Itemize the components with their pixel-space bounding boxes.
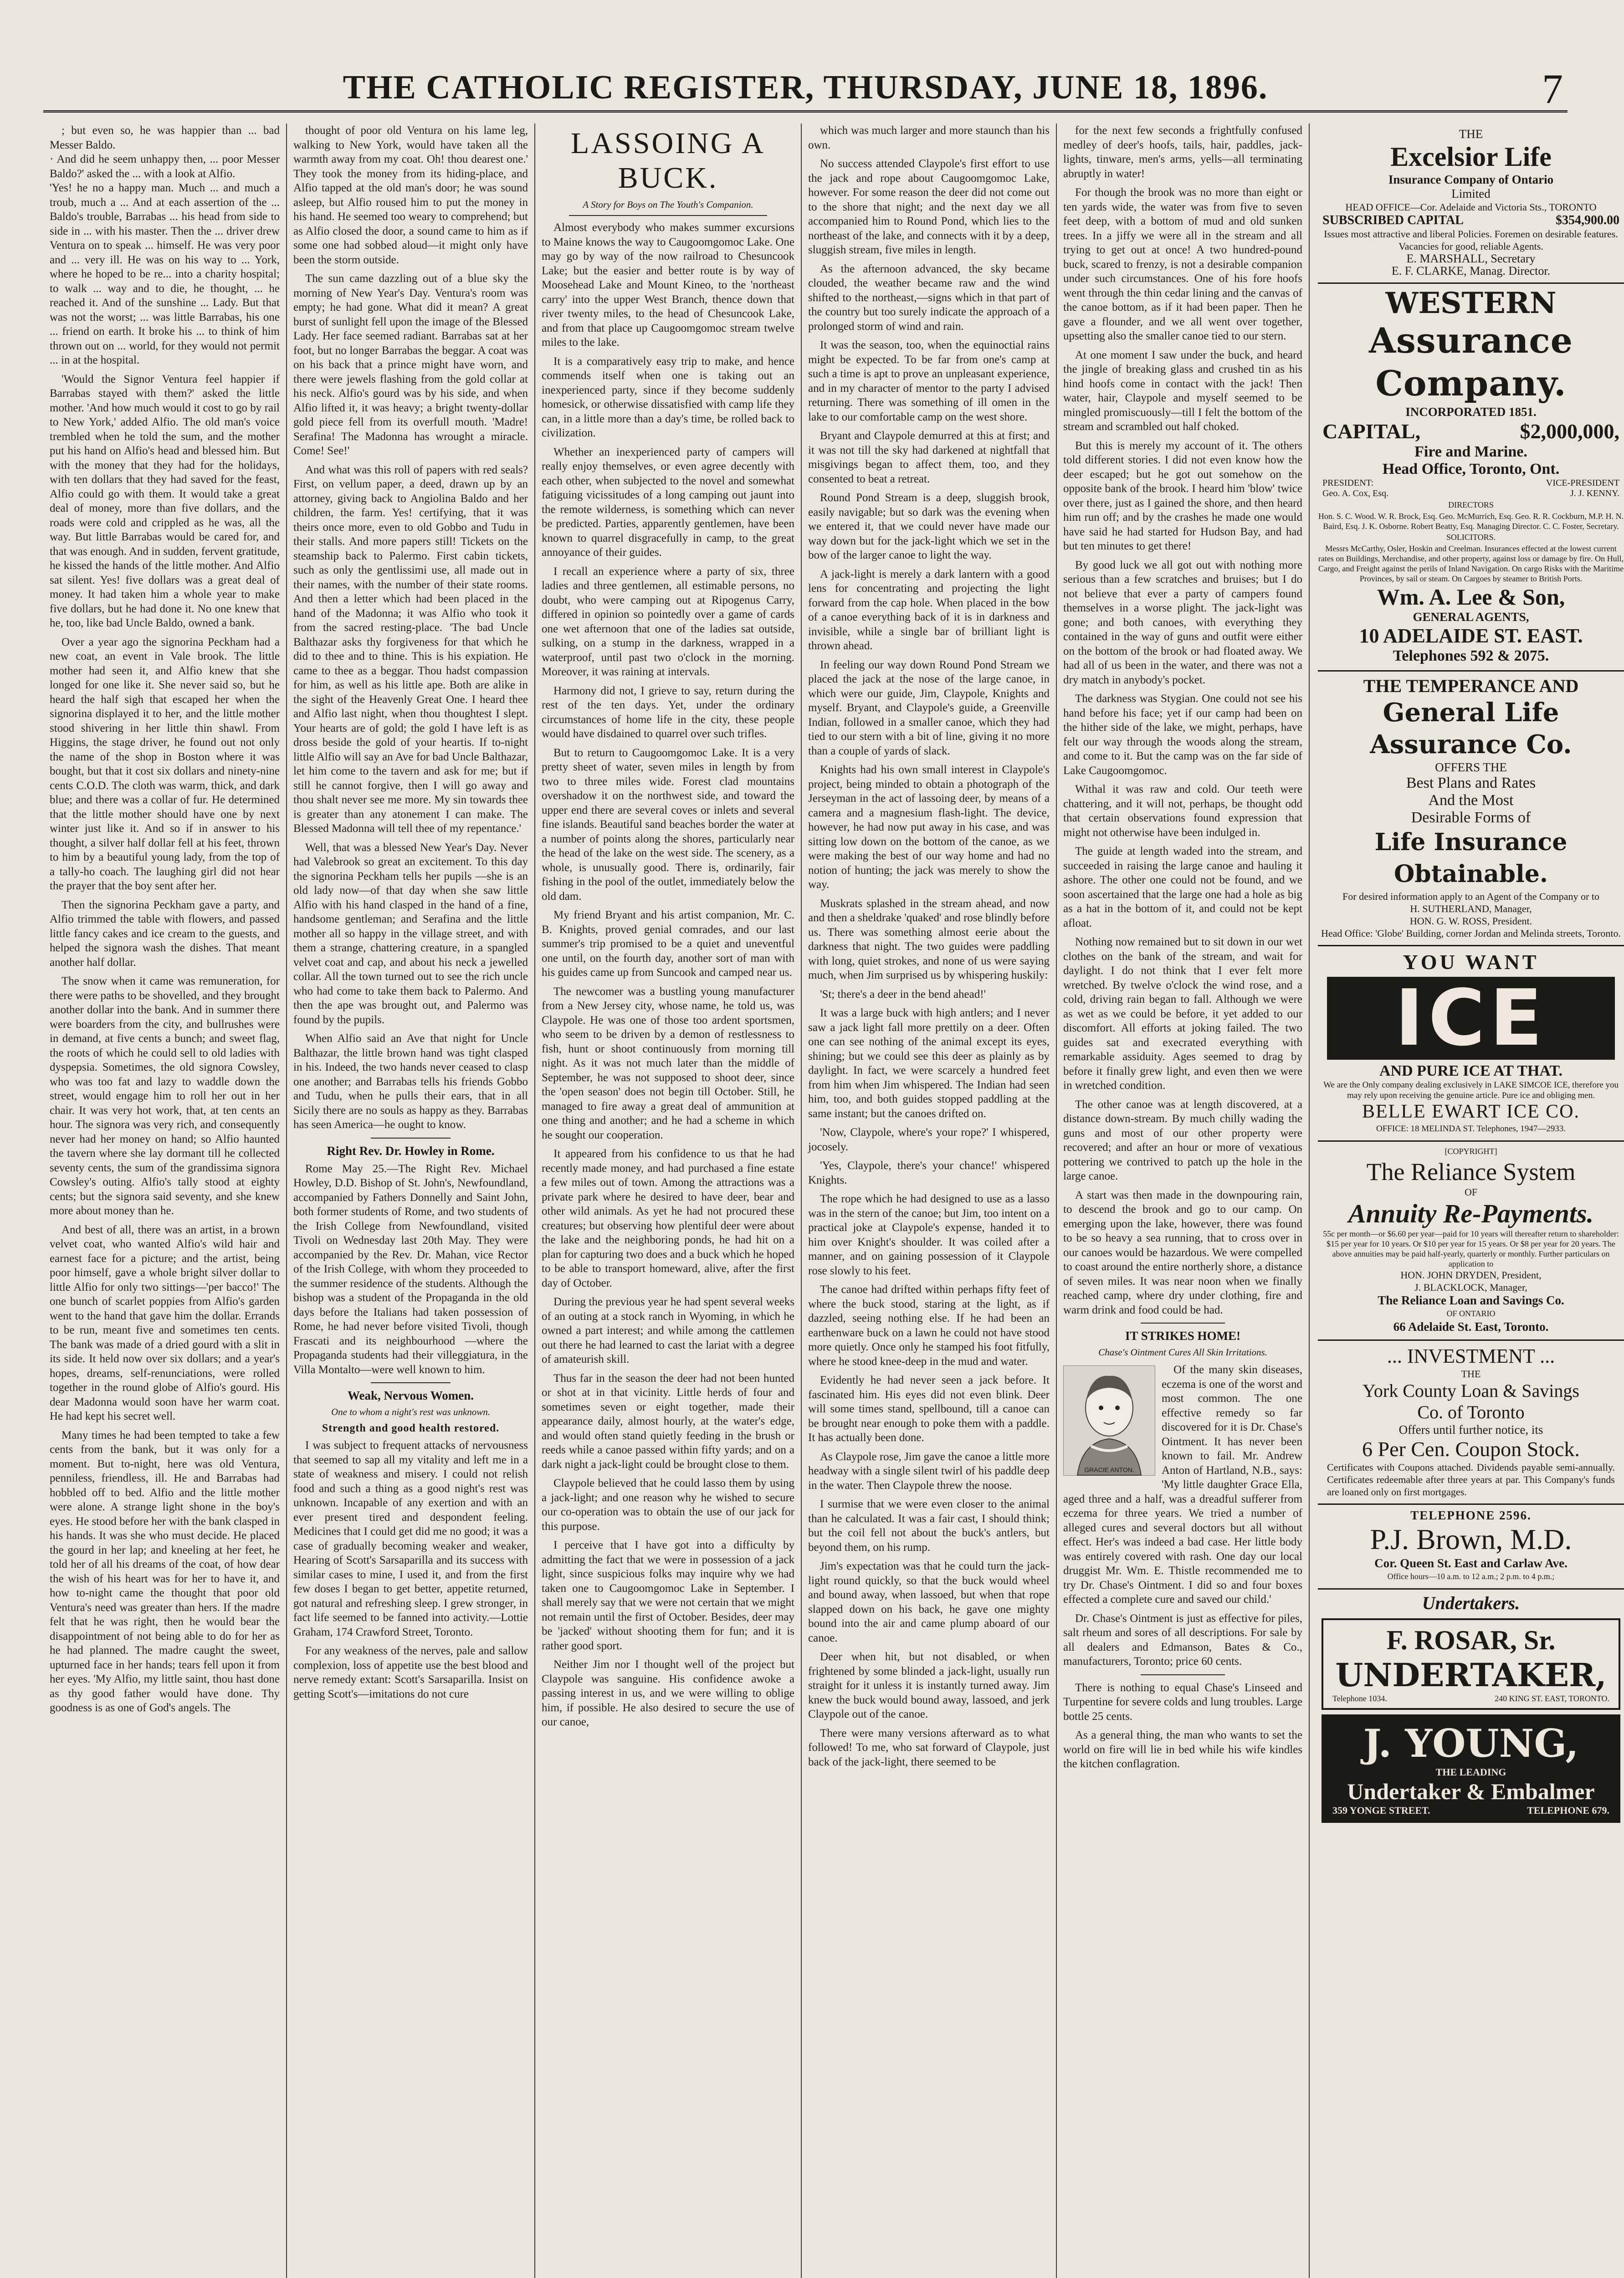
paragraph: Nothing now remained but to sit down in our wet clothes on the bank of the stream, and wait for daylight. I do not think that I ever felt more wretched. By twelve o'clock the wind rose, and a cold, driving rain began to fall. Although we were as wet as we could be before, it yet added to our discomfort. All efforts at joking failed. The two guides sat and execrated everything with remarkable assiduity. Ages seemed to drag by before it finally grew light, and even then we were in wretched condition. (1063, 936, 1306, 1092)
paragraph: Over a year ago the signorina Peckham had a new coat, an event in Vale brook. The little mother had seen it, and Alfio knew that she longed for one like it. She never said so, but he heard the half sigh that escaped her when the signorina displayed it to her, and the little mother stood shivering in her little thin shawl. From Higgins, the stage driver, he found out not only the name of the shop in Boston where it was bought, but that it cost six dollars and ninety-nine cents C.O.D. The cloth was warm, thick, and dark blue; and there was a collar of fur. He determined that the little mother should have one by next winter just like it. And so if in answer to his thought, a silver half dollar fell at his feet, thrown to him by a beautiful young lady, from the top of a tally-ho coach. The laughing girl did not hear the prayer that the boy sent after her. (50, 636, 283, 892)
ad-text: OFFERS THE (1435, 760, 1507, 774)
ad-text: THE (1461, 1368, 1481, 1380)
ad-text: 55c per month—or $6.60 per year—paid for 10 years will thereafter return to shareholder: $15 per year for 10 years. Or $10 per year for 15 years. Or $8 per year for 20 years. The above annuities may be paid half-yearly, quarterly or monthly. Further particulars on application to (1323, 1229, 1619, 1268)
ad-title: WESTERN (1385, 286, 1557, 320)
ad-text: 10 ADELAIDE ST. EAST. (1359, 625, 1583, 647)
paragraph: which was much larger and more staunch than his own. (808, 124, 1053, 151)
ad-text: HON. G. W. ROSS, President. (1409, 915, 1532, 927)
ad-text: Certificates with Coupons attached. Dividends payable semi-annually. Certificates redeemable after three years at par. This Company's funds are loaned only on first mortgages. (1327, 1462, 1615, 1498)
ad-title: 6 Per Cen. Coupon Stock. (1362, 1437, 1580, 1461)
ad-text: Telephone 1034. (1332, 1694, 1387, 1703)
divider (371, 1138, 451, 1139)
ad-text: J. BLACKLOCK, Manager, (1414, 1282, 1527, 1293)
paragraph: Then the signorina Peckham gave a party, and Alfio trimmed the table with flowers, and passed little fancy cakes and ice cream to the guests, and helped the signora wash the dishes. That meant another half dollar. (50, 898, 283, 969)
paragraph: Bryant and Claypole demurred at this at first; and it was not till the sky had darkened at nightfall that misgivings began to affect them, too, and they consented to beat a retreat. (808, 430, 1053, 485)
ad-title: Wm. A. Lee & Son, (1377, 584, 1565, 610)
column-2 (287, 123, 535, 2278)
paragraph: As Claypole rose, Jim gave the canoe a little more headway with a single silent twirl of his paddle deep in the water. Then Claypole threw the noose. (808, 1450, 1053, 1492)
paragraph: A start was then made in the downpouring rain, to descend the brook and go to our camp. On emerging upon the lake, however, there was found to be so heavy a sea running, that to cross over in our canoes would be hazardous. We were compelled to coast around the entire northerly shore, a distance of seven miles. It was near noon when we finally reached camp, where dry under clothing, fire and warm drink and food could be had. (1063, 1189, 1306, 1316)
ad-title: Life Insurance Obtainable. (1374, 828, 1568, 888)
ad-title: ... INVESTMENT ... (1387, 1345, 1555, 1367)
paragraph: The sun came dazzling out of a blue sky the morning of New Year's Day. Ventura's room was empty; he had gone. What did it mean? A great burst of sunlight fell upon the image of the Blessed Lady. Her face seemed radiant. Barrabas sat at her foot, but no longer Barrabas the beggar. A coat was on his back that a prince might have worn, and there were jewels flashing from the gold collar at his neck. Alfio's gourd was by his side, and when Alfio lifted it, it was heavy; a bright twenty-dollar gold piece fell from its overfull mouth. 'Madre! Serafina! The Madonna has wrought a miracle. Come! See!' (293, 272, 531, 457)
ad-text: [COPYRIGHT] (1445, 1147, 1497, 1156)
ad-text: Desirable Forms of (1411, 809, 1531, 826)
paragraph: Thus far in the season the deer had not been hunted or shot at in that vicinity. Little herds of four and sometimes seven or eight together, made their appearance daily, almost hourly, at the water's edge, and would often stand quietly feeding in the brush or reeds while a canoe passed within fifty yards; and on a dark night a jack-light could be brought close to them. (542, 1372, 798, 1471)
paragraph: It appeared from his confidence to us that he had recently made money, and had purchased a fine estate a few miles out of town. Among the attractions was a private park where he desired to have deer, bear and other wild animals. As yet he had not procured these creatures; but observing how plentiful deer were about the lake and the neighboring ponds, he had hit on a plan for capturing two does and a buck which he hoped to be able to transport homeward, alive, after the first day of October. (542, 1148, 798, 1289)
paragraph: The newcomer was a bustling young manufacturer from a New Jersey city, whose name, he told us, was Claypole. He was one of those too ardent sportsmen, who seem to be driven by a demon of restlessness to fish, hunt or shoot continuously from morning till night. As it was not much later than the middle of September, he was not supposed to shoot deer, since the 'open season' does not begin till October. Still, he managed to fire away a great deal of ammunition at one thing and another; and he had a scheme in which he sought our cooperation. (542, 985, 798, 1141)
ad-title: Annuity Re-Payments. (1348, 1199, 1594, 1228)
article-subhead: Strength and good health restored. (322, 1422, 500, 1434)
paragraph: I was subject to frequent attacks of nervousness that seemed to sap all my vitality and left me in a state of weakness and misery. I could not relish food and such a thing as a good night's rest was unknown. Incapable of any exertion and with an ever present tired and despondent feeling. Medicines that I could get did me no good; it was a case of gradually becoming weaker and weaker, Hearing of Scott's Sarsaparilla and its success with similar cases to mine, I used it, and from the first few doses I began to get better, appetite returned, got natural and refreshing sleep. I grew stronger, in fact life seemed to be fanned into activity.—Lottie Graham, 174 Crawford Street, Toronto. (293, 1439, 531, 1638)
ad-text: Limited (1451, 187, 1491, 200)
child-portrait-image (1063, 1365, 1155, 1476)
ad-title: Assurance Company. (1369, 320, 1573, 404)
divider (569, 215, 767, 216)
paragraph: I perceive that I have got into a difficulty by admitting the fact that we were in possession of a jack light, since suspicious folks may inquire why we had taken one to Caugoomgomoc Lake in September. I shall merely say that we were not certain that we might not remain until the first of October. Besides, deer may be 'jacked' without shooting them for fun; and it is rather good sport. (542, 1539, 798, 1652)
paragraph: It was a large buck with high antlers; and I never saw a jack light fall more prettily on a deer. Often one can see nothing of the animal except its eyes, shining; but we could see this deer as plainly as by daylight. In fact, we were scarcely a hundred feet from him when Jim whispered. The Indian had seen him, too, and both guides stopped paddling at the same instant; but the canoes drifted on. (808, 1007, 1053, 1120)
paragraph: 'St; there's a deer in the bend ahead!' (820, 988, 986, 1000)
ad-western-assurance (1318, 284, 1624, 672)
paragraph: But this is merely my account of it. The others told different stories. I did not even know how the deer escaped; but he got out somehow on the opposite bank of the brook. I heard him 'blow' twice over there, just as I gained the shore, and then heard him run off; and by the crashes he made one would have said he had started for Hudson Bay, and had but ten minutes to get there! (1063, 439, 1306, 552)
paragraph: Many times he had been tempted to take a few cents from the bank, but it was only for a moment. But to-night, here was old Ventura, penniless, friendless, ill. He and Barrabas had hobbled off to bed. Alfio and the little mother were alone. A strange light shone in the boy's eyes. He stood before her with the bank clasped in his hands. It was she who must decide. He placed the gourd in her lap; and kneeling at her feet, he told her of all his dreams of the coat, of how dear the wish of his heart was for her to have it, and how to-night came the thought that poor old Ventura's need was greater than hers. If the madre felt that he was right, then he would bear the disappointment of not being able to do for her as he had planned. The madre caught the sweet, upturned face in her hands; tears fell upon it from her eyes. 'My Alfio, my little saint, thou hast done as thy good father would have done. Thy goodness is as one of God's angels. The (50, 1429, 283, 1714)
paragraph: Evidently he had never seen a jack before. It fascinated him. His eyes did not even blink. Deer will some times stand, spellbound, till a canoe can be brought near enough to poke them with a paddle. It has actually been done. (808, 1374, 1053, 1444)
paragraph: for the next few seconds a frightfully confused medley of deer's hoofs, tails, hair, paddles, jack-lights, tinware, men's arms, yells—all terminating abruptly in water! (1063, 124, 1306, 180)
ad-headline: IT STRIKES HOME! (1125, 1329, 1241, 1343)
paragraph: The canoe had drifted within perhaps fifty feet of where the buck stood, staring at the light, as if dazzled, seeing nothing else. If he had been an earthenware buck on a lawn he could not have stood more quietly. Once only he stamped his foot fitfully, where he stood knee-deep in the mud and water. (808, 1283, 1053, 1368)
ice-word: ICE (1394, 973, 1547, 1063)
ad-text: Office hours—10 a.m. to 12 a.m.; 2 p.m. to 4 p.m.; (1387, 1572, 1555, 1581)
ad-text: Fire and Marine. (1414, 443, 1527, 460)
paragraph: It is a comparatively easy trip to make, and hence commends itself when one is taking out an inexperienced party, since if they become suddenly homesick, or otherwise dissatisfied with camp life they can, in a little more than a day's time, be rolled back to civilization. (542, 355, 798, 439)
ad-title: THE TEMPERANCE AND (1363, 676, 1579, 696)
page-number: 7 (1542, 66, 1563, 112)
portrait-engraving (1064, 1366, 1155, 1475)
ad-title: BELLE EWART ICE CO. (1362, 1101, 1580, 1122)
article-headline: Right Rev. Dr. Howley in Rome. (327, 1144, 495, 1158)
ad-reliance-system (1318, 1142, 1624, 1341)
ad-text: And the Most (1428, 792, 1514, 809)
ad-text: THE LEADING (1435, 1766, 1506, 1778)
paragraph: There is nothing to equal Chase's Linseed and Turpentine for severe colds and lung troubles. Large bottle 25 cents. (1063, 1681, 1306, 1723)
divider (1141, 1323, 1225, 1324)
paragraph: A jack-light is merely a dark lantern with a good lens for concentrating and projecting the light forward from the cap hole. When placed in the bow of a canoe everything back of it is in darkness and invisible, while a single bar of brilliant light is thrown ahead. (808, 568, 1053, 652)
column-3 (535, 123, 802, 2278)
ad-text: HEAD OFFICE—Cor. Adelaide and Victoria Sts., TORONTO (1345, 201, 1597, 213)
ad-belle-ewart-ice (1318, 946, 1624, 1142)
paragraph: Neither Jim nor I thought well of the project but Claypole was sanguine. His confidence awoke a passing interest in us, and we were willing to oblige him, if possible. He also desired to secure the use of our canoe, (542, 1658, 798, 1728)
ad-text: Messrs McCarthy, Osler, Hoskin and Creelman. Insurances effected at the lowest current rates on Buildings, Merchandise, and other property, against loss or damage by fire. On Hull, Cargo, and Freight against the perils of Inland Navigation. On cargo Risks with the Maritime Provinces, by sail or steam. On Cargoes by steamer to British Ports. (1318, 544, 1624, 583)
ad-title: Undertaker & Embalmer (1347, 1779, 1595, 1804)
paragraph: 'Yes, Claypole, there's your chance!' whispered Knights. (808, 1160, 1053, 1186)
paragraph: It was the season, too, when the equinoctial rains might be expected. To be far from one's camp at such a time is apt to prove an unpleasant experience, and in my character of mentor to the party I advised returning. There was something of ill omen in the lake to our comfortable camp on the west shore. (808, 339, 1053, 423)
ad-text: 66 Adelaide St. East, Toronto. (1393, 1320, 1549, 1334)
ad-young-undertaker (1322, 1714, 1620, 1823)
ad-text: DIRECTORS (1448, 500, 1494, 509)
ad-title: Excelsior Life (1390, 142, 1552, 172)
paragraph: Of the many skin diseases, eczema is one of the worst and most common. The one effective remedy so far discovered for it is Dr. Chase's Ointment. It has never been known to fail. Mr. Andrew Anton of Hartland, N.B., says: 'My little daughter Grace Ella, aged three and a half, was a dreadful sufferer from eczema for three years. We tried a number of alleged cures and several doctors but all without effect. Her's was indeed a bad case. Her little body was entirely covered with rash. One day our local druggist Mr. Wm. E. Thistle recommended me to try Dr. Chase's Ointment. I did so and four boxes effected a complete cure and saved our child.' (1063, 1364, 1306, 1606)
ad-text: OF ONTARIO (1446, 1309, 1496, 1318)
paragraph: By good luck we all got out with nothing more serious than a few scratches and bruises; but I do not believe that ever a party of campers found themselves in a worse plight. The jack-light was gone; and both canoes, with everything they contained in the way of guns and outfit were either on the bottom of the brook or had floated away. We had all of us been in the water, and there was not a dry match in anybody's pocket. (1063, 559, 1306, 686)
ad-title: YOU WANT (1403, 950, 1539, 974)
ad-text: HON. JOHN DRYDEN, President, (1400, 1269, 1542, 1281)
ad-text: E. MARSHALL, Secretary (1406, 252, 1536, 265)
paragraph: Deer when hit, but not disabled, or when frightened by some blinded a jack-light, usually run straight for it unless it is instantly turned away. Jim knew the buck would bound away, lassoed, and jerk Claypole out of the canoe. (808, 1651, 1053, 1720)
ad-title: General Life Assurance Co. (1370, 698, 1572, 759)
paragraph: And what was this roll of papers with red seals? First, on vellum paper, a deed, drawn up by an attorney, giving back to Angiolina Baldo and her children, the farm. Yes! certifying, that it was theirs once more, even to old Gobbo and Tudu in their stalls. And more papers still! Tickets on the steamship back to Palermo. First cabin tickets, such as only the gentlissimi use, all made out in their names, with the number of their state rooms. And then a letter which had been placed in the hand of the Madonna; it was Alfio who took it from the sacred resting-place. 'The bad Uncle Balthazar asks thy forgiveness for that which he did to thee and to thine. This is his expiation. He came to thee as a beggar. Thou hadst compassion for him, as well as his little ape. Both are alike in the sight of the Heavenly Great One. I heard thee and Alfio last night, when thou thoughtest I slept. Your hearts are of gold; the gold I have left is as dross beside the gold of your heartis. If to-night little Alfio will say an Ave for bad Uncle Balthazar, let him come to the tavern and ask for me; but if still he cannot forgive, then I will go away and thou shalt never see me more. My sin towards thee is greater than any atonement I can make. The Blessed Madonna will tell thee of my repentance.' (293, 463, 531, 835)
ad-text: Cor. Queen St. East and Carlaw Ave. (1374, 1556, 1568, 1570)
masthead (43, 68, 1568, 113)
paragraph: The darkness was Stygian. One could not see his hand before his face; yet if our camp had been on the hither side of the lake, we might, perhaps, have felt our way through the woods along the stream, and come to it. But the camp was on the far side of Lake Caugoomgomoc. (1063, 693, 1306, 777)
ad-rosar-undertaker (1322, 1618, 1620, 1710)
ad-text: H. SUTHERLAND, Manager, (1410, 903, 1532, 914)
ad-text: THE (1459, 127, 1483, 141)
paragraph: No success attended Claypole's first effort to use the jack and rope about Caugoomgomoc Lake, however. For some reason the deer did not come out to the shore that night; and the next day we all accompanied him to Round Pond, which lies to the northeast of the lake, and connects with it by a deep, sluggish stream, five miles in length. (808, 158, 1053, 256)
paragraph: Harmony did not, I grieve to say, return during the rest of the ten days. Yet, under the ordinary circumstances of home life in the city, these people would have disdained to quarrel over such trifles. (542, 684, 798, 740)
divider (1141, 1674, 1225, 1675)
paragraph: Almost everybody who makes summer excursions to Maine knows the way to Caugoomgomoc Lake. One may go by way of the now railroad to Chesuncook Lake; but the easier and better route is by way of Moosehead Lake and Mount Kineo, to the 'northeast carry' into the upper West Branch, thence down that river twenty miles, to the head of Chesuncook Lake, and from that place up Caugoomgomoc stream twelve miles to the lake. (542, 221, 798, 349)
ad-text: Best Plans and Rates (1406, 775, 1536, 791)
ad-title: P.J. Brown, M.D. (1370, 1523, 1572, 1555)
paragraph: Dr. Chase's Ointment is just as effective for piles, salt rheum and sores of all descriptions. For sale by all dealers and Edmanson, Bates & Co., manufacturers, Toronto; price 60 cents. (1063, 1612, 1306, 1667)
paragraph: And best of all, there was an artist, in a brown velvet coat, who wanted Alfio's wild hair and earnest face for a picture; and the artist, being poor himself, gave a whole bright silver dollar to little Alfio for only two sittings—'per bacco!' The one bunch of scarlet poppies from Alfio's garden went to the hand that gave him the dollar. Errands to be run, meant five and sometimes ten cents. The bank was made of a dried gourd with a slit in its side. It held now over six dollars; and a year's hopes, dreams, self-renunciations, were rolled together in the round globe of Alfio's gourd. His dear Madonna would soon have her warm coat. He had kept his secret well. (50, 1223, 283, 1422)
ad-text: Telephones 592 & 2075. (1393, 647, 1549, 664)
paragraph: I surmise that we were even closer to the animal than he calculated. It was a fair cast, I should think; but the coil fell not about the buck's antlers, but beyond them, on his rump. (808, 1498, 1053, 1554)
divider (371, 1382, 451, 1383)
paragraph: There were many versions afterward as to what followed! To me, who sat forward of Claypole, just back of the jack-light, there seemed to be (808, 1727, 1053, 1768)
ad-text: VICE-PRESIDENT (1546, 478, 1619, 488)
portrait-caption: GRACIE ANTON. (1084, 1466, 1134, 1473)
paragraph: The rope which he had designed to use as a lasso was in the stern of the canoe; but Jim, too intent on a practical joke at Claypole's expense, handed it to him over Knight's shoulder. It was coiled after a manner, and on gaining possession of it Claypole rose slowly to his feet. (808, 1193, 1053, 1277)
ad-text: The Reliance Loan and Savings Co. (1378, 1293, 1564, 1307)
ad-text: For desired information apply to an Agent of the Company or to (1342, 891, 1599, 902)
paragraph: Well, that was a blessed New Year's Day. Never had Valebrook so great an excitement. To this day the signorina Peckham tells her pupils —she is an old lady now—of that day when she saw little Alfio with his hand clasped in the hand of a fine, handsome gentleman; and Serafina and the little mother all so happy in the village street, and with them a strange, chattering creature, in a spangled velvet coat and cap, and about his neck a jewelled collar. All the town turned out to see the rich uncle who had come to take them back to Palermo. And then the ape was brought out, and Palermo was found by the pupils. (293, 841, 531, 1026)
ad-text: 240 KING ST. EAST, TORONTO. (1495, 1694, 1609, 1703)
ad-title: J. YOUNG, (1363, 1721, 1579, 1766)
ad-text: Geo. A. Cox, Esq. (1322, 488, 1388, 498)
column-1 (43, 123, 287, 2278)
ice-graphic (1327, 973, 1615, 1063)
article-headline: Weak, Nervous Women. (347, 1389, 474, 1402)
paragraph: The guide at length waded into the stream, and succeeded in raising the large canoe and hauling it ashore. The other one could not be found, and we soon ascertained that the large one had a hole as big as a hat in the bottom of it, and could not be kept afloat. (1063, 845, 1306, 929)
ad-pj-brown (1318, 1505, 1624, 1590)
capital-label: SUBSCRIBED CAPITAL (1322, 213, 1464, 227)
paragraph: Claypole believed that he could lasso them by using a jack-light; and one reason why he wished to secure our co-operation was to obtain the use of our jack for this purpose. (542, 1477, 798, 1533)
paragraph: 'Now, Claypole, where's your rope?' I whispered, jocosely. (808, 1126, 1053, 1153)
ad-text: TELEPHONE 2596. (1410, 1508, 1532, 1522)
paragraph: Muskrats splashed in the stream ahead, and now and then a sheldrake 'quaked' and rose blindly before us. There was something almost eerie about the darkness that night. The two guides were paddling with long, quiet strokes, and none of us were saying much, when Jim surprised us by whispering huskily: (808, 897, 1053, 981)
ad-title: UNDERTAKER, (1335, 1656, 1607, 1694)
ad-text: Issues most attractive and liberal Policies. Foremen on desirable features. Vacancies for good, reliable Agents. (1324, 228, 1618, 252)
ad-subhead: Chase's Ointment Cures All Skin Irritations. (1098, 1347, 1267, 1358)
paragraph: For though the brook was no more than eight or ten yards wide, the water was from five to seven feet deep, with a bottom of mud and old sunken trees. In a jiffy we were all in the stream and all trying to get out at once! A two hundred-pound buck, scared to frenzy, is not a desirable companion under such circumstances. One of his fore hoofs went through the thin cedar lining and the canvas of the canoe bottom, as if it had been paper. Then he gave a flounder, and we all went over together, upsetting also the smaller canoe tied to our stern. (1063, 186, 1306, 342)
ad-text: GENERAL AGENTS, (1413, 610, 1529, 624)
ad-text: SOLICITORS. (1446, 533, 1496, 542)
paragraph: During the previous year he had spent several weeks of an outing at a stock ranch in Wyoming, in which he owned a part interest; and while among the cattlemen out there he had learned to cast the lariat with a degree of amateurish skill. (542, 1296, 798, 1365)
paragraph: As the afternoon advanced, the sky became clouded, the weather became raw and the wind shifted to the northeast,—signs which in that part of the country but too surely indicate the approach of a prolonged storm of wind and rain. (808, 262, 1053, 333)
paragraph: Whether an inexperienced party of campers will really enjoy themselves, or even agree decently with each other, when subjected to the novel and somewhat fatiguing vicissitudes of a long camping out jaunt into the remote wilderness, is something which can never be predicted. Parties, apparently gentlemen, have been known to quarrel disgracefully in camp, to the great annoyance of their guides. (542, 446, 798, 559)
ad-text: INCORPORATED 1851. (1405, 405, 1537, 419)
ad-text: J. J. KENNY. (1570, 488, 1619, 498)
column-5 (1057, 123, 1310, 2278)
paragraph: For any weakness of the nerves, pale and sallow complexion, loss of appetite use the best blood and nerve remedy extant: Scott's Sarsaparilla. Insist on getting Scott's—imitations do not cure (293, 1645, 531, 1700)
capital-value: $2,000,000, (1520, 420, 1619, 443)
paragraph: I recall an experience where a party of six, three ladies and three gentlemen, all estimable persons, no doubt, who were camping out at Ripogenus Carry, differed in opinion so pointedly over a game of cards one wet afternoon that one of the ladies sat outside, sulking, on a stump in the darkness, wrapped in a waterproof, until past two o'clock in the morning. Moreover, it was raining at intervals. (542, 565, 798, 678)
ad-temperance-life (1318, 672, 1624, 946)
ad-title: F. ROSAR, Sr. (1386, 1625, 1556, 1655)
ad-text: AND PURE ICE AT THAT. (1379, 1062, 1563, 1079)
paragraph: In feeling our way down Round Pond Stream we placed the jack at the nose of the large canoe, in which were our guide, Jim, Claypole, Knights and myself. Bryant, and Claypole's guide, a Greenville Indian, followed in a smaller canoe, which they had tied to our stern with a bit of line, giving it no more than a couple of yards of slack. (808, 658, 1053, 757)
ad-excelsior-life (1318, 123, 1624, 284)
paragraph: At one moment I saw under the buck, and heard the jingle of breaking glass and crushed tin as his hind hoofs come in contact with the jack! Then water, hair, Claypole and myself seemed to be mingled promiscuously—till I felt the bottom of the stream and scrambled out half choked. (1063, 349, 1306, 433)
paragraph: When Alfio said an Ave that night for Uncle Balthazar, the little brown hand was tight clasped in his. Indeed, the two hands never ceased to clasp one another; and Barrabas tells his friends Gobbo and Tudu, when he pulls their ears, that in all Sicily there are no souls as happy as they. Barrabas has seen America—he ought to know. (293, 1032, 531, 1131)
paragraph: But to return to Caugoomgomoc Lake. It is a very pretty sheet of water, seven miles in length by from two to three miles wide. Forest clad mountains overshadow it on the northwest side, and toward the upper end there are several coves or inlets and several fine islands. Beautiful sand beaches border the water at a number of points along the shores, particularly near the head of the lake on the west side. The scenery, as a whole, is unusually good. There is, ordinarily, fair fishing in the pool of the outlet, immediately below the old dam. (542, 746, 798, 903)
paragraph: My friend Bryant and his artist companion, Mr. C. B. Knights, proved genial comrades, and our last summer's trip promised to be a quiet and uneventful one until, on the fourth day, another sort of man with his guides came up from Suncook and camped near us. (542, 909, 798, 979)
page-title: THE CATHOLIC REGISTER, THURSDAY, JUNE 18, 1896. (343, 69, 1268, 106)
ad-text: E. F. CLARKE, Manag. Director. (1391, 264, 1551, 277)
ad-text: We are the Only company dealing exclusively in LAKE SIMCOE ICE, therefore you may rely upon receiving the genuine article. Pure ice and obliging men. (1323, 1080, 1619, 1100)
ad-text: Insurance Company of Ontario (1388, 173, 1554, 186)
ad-text: PRESIDENT: (1322, 478, 1374, 488)
columns (43, 123, 1624, 2278)
ad-title: The Reliance System (1366, 1158, 1576, 1185)
ad-york-county-loan (1318, 1341, 1624, 1505)
paragraph: Rome May 25.—The Right Rev. Michael Howley, D.D. Bishop of St. John's, Newfoundland, accompanied by Fathers Donnelly and Saint John, both former students of Rome, and two students of the Irish College from Newfoundland, visited Tivoli on Wednesday last 20th May. They were accompanied by the Rev. Dr. Mahan, vice Rector of the Irish College, with whom they proceeded to the summer residence of the students. Although the bishop was a student of the Propaganda in the old days before the Italians had taken possession of Rome, he had never before visited Tivoli, though Frascati and its neighbourhood —where the Propaganda students had their villeggiatura, in the Villa Montalto—were well known to him. (293, 1162, 531, 1376)
paragraph: Round Pond Stream is a deep, sluggish brook, easily navigable; but so dark was the evening when we entered it, that we could never have made our way down but for the jack-light which we set in the bow of the larger canoe to light the way. (808, 492, 1053, 561)
article-subhead: One to whom a night's rest was unknown. (331, 1406, 491, 1417)
ad-text: Offers until further notice, its (1399, 1423, 1543, 1437)
ad-text: Hon. S. C. Wood. W. R. Brock, Esq. Geo. McMurrich, Esq. Geo. R. R. Cockburn, M.P. H. N. Baird, Esq. J. K. Osborne. Robert Beatty, Esq. Managing Director. C. C. Foster, Secretary. (1318, 512, 1624, 531)
ad-text: Head Office, Toronto, Ont. (1382, 461, 1560, 477)
paragraph: The other canoe was at length discovered, at a distance down-stream. By much chilly wading the guns and most of our other property were recovered; and after an hour or more of vexatious pottering we contrived to patch up the hole in the large canoe. (1063, 1098, 1306, 1182)
paragraph: The snow when it came was remuneration, for there were paths to be shovelled, and they brought another dollar into the bank. And in summer there were boarders from the city, and bullrushes were in demand, at five cents a bunch; and sweet flag, the roots of which he could sell to old ladies with dyspepsia. Sometimes, the old signora Cowsley, who was too fat and lazy to waddle down the street, would engage him to roll her out in her chair. It was very hot work, that, at ten cents an hour. The signora was very rich, and consequently never had her money on hand; so Alfio haunted the tavern where she lay dormant till he collected seventy cents, the sum of the grandissima signora Cowsley's outing. Alfio's tally stood at eighty cents; but the signora said seventy, and she knew more about money than he. (50, 975, 283, 1217)
column-6-ads (1310, 123, 1624, 2278)
story-headline: LASSOING A BUCK. (571, 127, 765, 195)
paragraph: Jim's expectation was that he could turn the jack-light round quickly, so that the buck would wheel and bound away, when lassoed, but when that rope slapped down on his back, he gave one mighty bound into the air and came plump aboard of our canoe. (808, 1560, 1053, 1644)
column-4 (802, 123, 1057, 2278)
ad-text: OFFICE: 18 MELINDA ST. Telephones, 1947—2933. (1376, 1124, 1566, 1134)
ad-title: Co. of Toronto (1417, 1402, 1525, 1422)
ad-title: York County Loan & Savings (1363, 1380, 1579, 1401)
story-subtitle: A Story for Boys on The Youth's Companion. (583, 199, 753, 210)
paragraph: ; but even so, he was happier than ... bad Messer Baldo. · And did he seem unhappy then, ... poor Messer Baldo?' asked the ... with a look at Alfio. 'Yes! he no a happy man. Much ... and much a troub, much a ... And at each assertion of the ... Baldo's trouble, Barrabas ... his head from side to side in ... with his master. Then the ... driver drew Ventura on to speak ... himself. He was very poor and ... very ill. He was on his way to ... York, where he hoped to be re... into a charity hospital; to walk ... way and to die, he thought, ... he reached it. And of the sunshine ... Lady. But that was not the worst; ... was little Barrabas, his one ... friend on earth. It broke his ... to think of him thrown out on ... world, for they would not permit ... in at the hospital. (50, 124, 280, 366)
ad-text: TELEPHONE 679. (1527, 1805, 1609, 1816)
paragraph: Withal it was raw and cold. Our teeth were chattering, and it will not, perhaps, be thought odd that certain observations found expression that might not otherwise have been indulged in. (1063, 783, 1306, 839)
ad-text: OF (1464, 1186, 1478, 1198)
paragraph: Knights had his own small interest in Claypole's project, being minded to obtain a photograph of the Jerseyman in the act of lassoing deer, by means of a camera and a magnesium flash-light. The device, however, he had now put away in his case, and was sitting low down on the bottom of the canoe, as we were making the best of our way home and had no notion of hunting; the jack was merely to show the way. (808, 764, 1053, 891)
capital-label: CAPITAL, (1322, 420, 1421, 443)
ad-text: Head Office: 'Globe' Building, corner Jordan and Melinda streets, Toronto. (1321, 928, 1621, 939)
paragraph: thought of poor old Ventura on his lame leg, walking to New York, would have taken all the warmth away from my coat. Oh! thou dearest one.' They took the money from its hiding-place, and Alfio tapped at the old man's door; he was sound asleep, but Alfio roused him to put the money in his hand. He seemed too weary to comprehend; but as Alfio closed the door, a sound came to him as if some one had sobbed aloud—it might only have been the storm outside. (293, 124, 531, 266)
ad-text: 359 YONGE STREET. (1332, 1805, 1430, 1816)
section-head: Undertakers. (1422, 1593, 1520, 1613)
paragraph: 'Would the Signor Ventura feel happier if Barrabas stayed with them?' asked the little mother. 'And how much would it cost to go by rail to New York,' added Alfio. The old man's voice trembled when he told the sum, and the mother put his hand on Alfio's head and blessed him. But with the money that they had for the holidays, with ten dollars that they had saved for the feast, Alfio could go with them. It would take a great deal of money, more than five dollars, and the roads were cold and crippled as he was, all the way. But little Barrabas would be cared for, and that was enough. And in sudden, fervent gratitude, he kissed the hands of the little mother. And Alfio sat silent. Yes! five dollars was a great deal of money. It had taken him a whole year to make five dollars, but he had done it. No one knew that he, too, like bad Uncle Baldo, owned a bank. (50, 373, 283, 629)
paragraph: As a general thing, the man who wants to set the world on fire will lie in bed while his wife kindles the kitchen conflagration. (1063, 1729, 1306, 1770)
capital-value: $354,900.00 (1556, 213, 1619, 227)
